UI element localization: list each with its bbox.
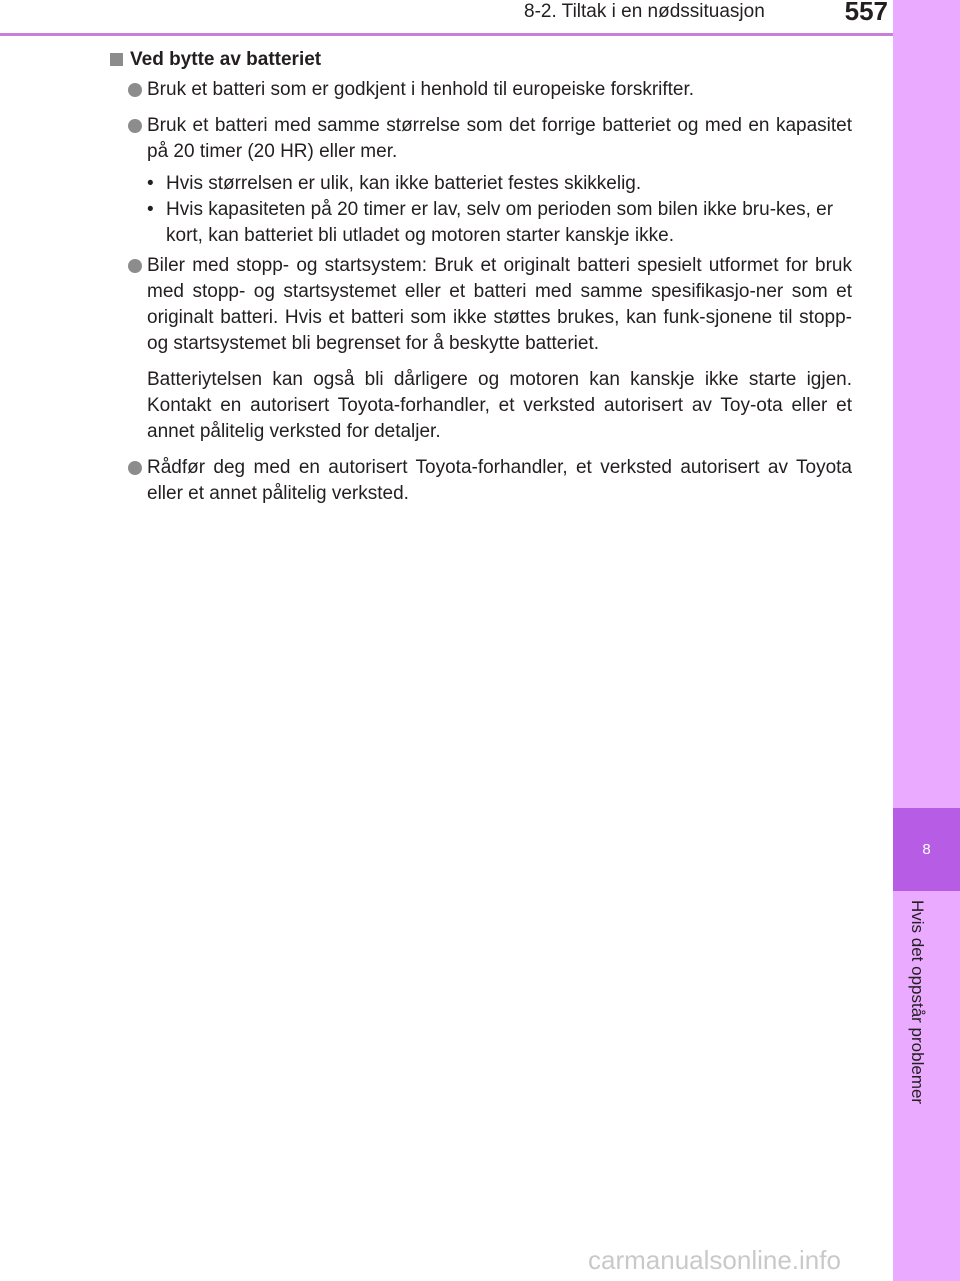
sub-list (110, 171, 852, 249)
list-item (110, 455, 852, 507)
list-item (110, 253, 852, 357)
chapter-number-tab[interactable]: 8 (893, 808, 960, 891)
bullet-dot-icon (128, 259, 142, 273)
list-item-text: Bruk et batteri som er godkjent i henhold til europeiske forskrifter. (147, 79, 695, 100)
bullet-dot-icon (128, 119, 142, 133)
page-content (110, 47, 852, 517)
page-number: 557 (844, 0, 888, 26)
paragraph: Batteriytelsen kan også bli dårligere og motoren kan kanskje ikke starte igjen. Kontakt en autorisert Toyota-forhandler, et verksted autorisert av Toy-ota eller et annet pålitelig verksted for detaljer. (147, 369, 852, 442)
list-item (110, 113, 852, 165)
section-title: 8-2. Tiltak i en nødssituasjon (524, 1, 765, 22)
sub-list-item (147, 197, 852, 249)
list-item-text: Rådfør deg med en autorisert Toyota-forhandler, et verksted autorisert av Toyota eller et annet pålitelig verksted. (147, 457, 852, 504)
sub-list-item-text: Hvis størrelsen er ulik, kan ikke batteriet festes skikkelig. (166, 173, 642, 194)
section-heading-text: Ved bytte av batteriet (130, 49, 322, 70)
section-heading (110, 47, 852, 73)
bullet-point-icon: • (147, 199, 154, 220)
list-item-text: Bruk et batteri med samme størrelse som det forrige batteriet og med en kapasitet på 20 timer (20 HR) eller mer. (147, 115, 852, 162)
bullet-dot-icon (128, 461, 142, 475)
list-item (110, 77, 852, 103)
bullet-point-icon: • (147, 173, 154, 194)
header-divider (0, 33, 893, 36)
chapter-title: Hvis det oppstår problemer (908, 900, 927, 1105)
heading-square-icon (110, 53, 123, 66)
list-item-text: Biler med stopp- og startsystem: Bruk et originalt batteri spesielt utformet for bruk med stopp- og startsystemet eller et batteri med samme spesifikasjo-ner som et originalt batteri. Hvis et batteri som ikke støttes brukes, kan funk-sjonene til stopp- og startsystemet bli begrenset for å beskytte batteriet. (147, 255, 852, 354)
watermark: carmanualsonline.info (588, 1245, 841, 1275)
sub-list-item (147, 171, 852, 197)
bullet-dot-icon (128, 83, 142, 97)
sub-list-item-text: Hvis kapasiteten på 20 timer er lav, selv om perioden som bilen ikke bru-kes, er kort, kan batteriet bli utladet og motoren starter kanskje ikke. (166, 199, 834, 246)
